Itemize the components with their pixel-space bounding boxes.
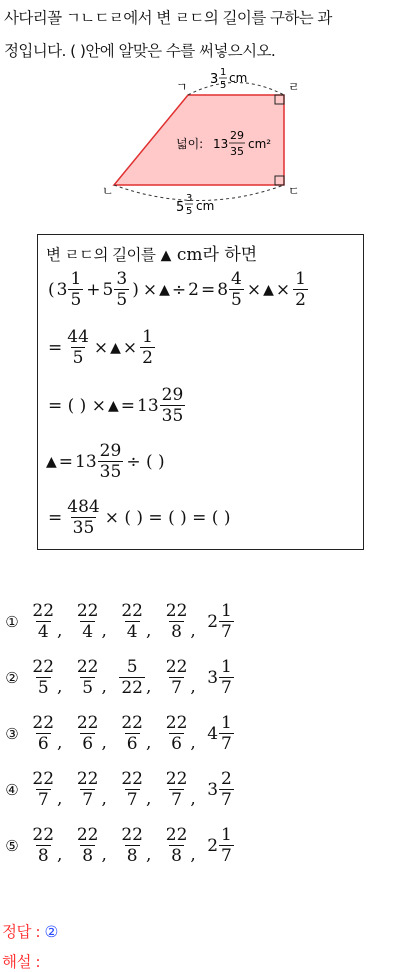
equals: =	[120, 396, 135, 416]
paren-open: (	[48, 280, 55, 300]
times: ×	[122, 338, 138, 358]
answer-line	[2, 920, 58, 942]
equation-line-4	[46, 443, 167, 481]
triangle-icon: ▲	[110, 340, 121, 356]
frac-1-2: $\frac{1}{2}$	[142, 327, 153, 368]
bottom-length-unit: cm	[196, 199, 215, 213]
frac-1-5: $\frac{1}{5}$	[70, 269, 82, 310]
blank-chain: × ( ) = ( ) = ( )	[104, 508, 231, 528]
blank-expr: = ( ) ×	[48, 396, 106, 416]
top-length-whole: 3	[210, 72, 219, 87]
whole-8: 8	[217, 280, 229, 300]
intro-pre: 변 ㄹㄷ의 길이를	[46, 246, 156, 264]
triangle-icon: ▲	[46, 454, 57, 470]
top-length-den: 5	[220, 80, 227, 91]
vertex-r-label: ㄹ	[288, 80, 300, 94]
explanation-label: 해설 :	[2, 953, 41, 971]
times: ×	[246, 280, 262, 300]
triangle-icon: ▲	[159, 282, 170, 298]
area-label: 넓이:	[176, 137, 204, 151]
area-num: 29	[230, 129, 244, 142]
frac-484-35: $\frac{484}{35}$	[67, 497, 100, 538]
plus: +	[86, 280, 101, 300]
triangle-icon: ▲	[160, 247, 172, 264]
frac-29-35: $\frac{29}{35}$	[161, 385, 184, 426]
frac-29-35: $\frac{29}{35}$	[99, 441, 122, 482]
vertex-g-label: ㄱ	[176, 80, 188, 94]
bottom-length-num: 3	[186, 193, 193, 204]
choice-1[interactable]: ① $\frac{22}{4}$ , $\frac{22}{4}$ , $\frac{22}{4}$ , $\frac{22}{8}$ , 2 $\frac{1}{7}$	[0, 603, 400, 641]
divide-blank: ÷ ( )	[126, 452, 165, 472]
frac-1-2: $\frac{1}{2}$	[295, 269, 306, 310]
bottom-length-whole: 5	[176, 200, 185, 214]
whole-13: 13	[75, 452, 97, 472]
whole-5: 5	[102, 280, 114, 300]
whole-3: 3	[56, 280, 68, 300]
equals: =	[58, 452, 74, 472]
equation-line-2	[46, 329, 156, 367]
triangle-icon: ▲	[107, 398, 119, 414]
choice-3[interactable]: ③ $\frac{22}{6}$ , $\frac{22}{6}$ , $\frac{22}{6}$ , $\frac{22}{6}$ , 4 $\frac{1}{7}$	[0, 715, 400, 753]
triangle-icon: ▲	[263, 282, 274, 298]
times: ×	[142, 280, 158, 300]
divide: ÷	[171, 280, 187, 300]
answer-value: ②	[44, 923, 58, 941]
area-whole: 13	[213, 137, 229, 151]
paren-close: )	[132, 280, 139, 300]
frac-4-5: $\frac{4}{5}$	[231, 269, 242, 310]
choice-number: ④	[5, 781, 19, 799]
choice-2[interactable]: ② $\frac{22}{5}$ , $\frac{22}{5}$ , $\frac{5}{22}$ , $\frac{22}{7}$ , 3 $\frac{1}{7}$	[0, 659, 400, 697]
times: ×	[93, 338, 109, 358]
equation-line-1	[46, 271, 309, 309]
equals: =	[200, 280, 216, 300]
answer-label: 정답 :	[2, 923, 45, 941]
question-line-1: 사다리꼴 ㄱㄴㄷㄹ에서 변 ㄹㄷ의 길이를 구하는 과	[4, 9, 332, 27]
equation-line-3	[46, 387, 186, 425]
choice-number: ②	[5, 669, 19, 687]
equals: =	[48, 508, 63, 528]
frac-44-5: $\frac{44}{5}$	[67, 327, 89, 368]
choice-number: ③	[5, 725, 19, 743]
area-den: 35	[230, 145, 244, 158]
choice-4[interactable]: ④ $\frac{22}{7}$ , $\frac{22}{7}$ , $\frac{22}{7}$ , $\frac{22}{7}$ , 3 $\frac{2}{7}$	[0, 771, 400, 809]
solution-box	[37, 234, 364, 550]
vertex-d-label: ㄷ	[288, 184, 300, 198]
choice-5[interactable]: ⑤ $\frac{22}{8}$ , $\frac{22}{8}$ , $\frac{22}{8}$ , $\frac{22}{8}$ , 2 $\frac{1}{7}$	[0, 827, 400, 865]
equals: =	[48, 338, 63, 358]
question-line-2: 정입니다. ( )안에 알맞은 수를 써넣으시오.	[4, 42, 276, 60]
trapezoid-figure	[100, 64, 300, 214]
frac-3-5: $\frac{3}{5}$	[116, 269, 128, 310]
choice-number: ①	[5, 613, 19, 631]
box-intro	[46, 240, 257, 265]
top-length-num: 1	[220, 67, 227, 78]
choice-number: ⑤	[5, 837, 19, 855]
whole-13: 13	[137, 396, 159, 416]
bottom-length-den: 5	[186, 206, 193, 214]
equation-line-5	[46, 499, 232, 537]
vertex-n-label: ㄴ	[102, 184, 114, 198]
top-length-unit: cm	[229, 71, 248, 85]
area-unit: cm²	[248, 137, 272, 151]
times: ×	[275, 280, 291, 300]
question-text	[4, 2, 396, 68]
two: 2	[188, 280, 199, 300]
intro-post: cm라 하면	[176, 245, 258, 265]
